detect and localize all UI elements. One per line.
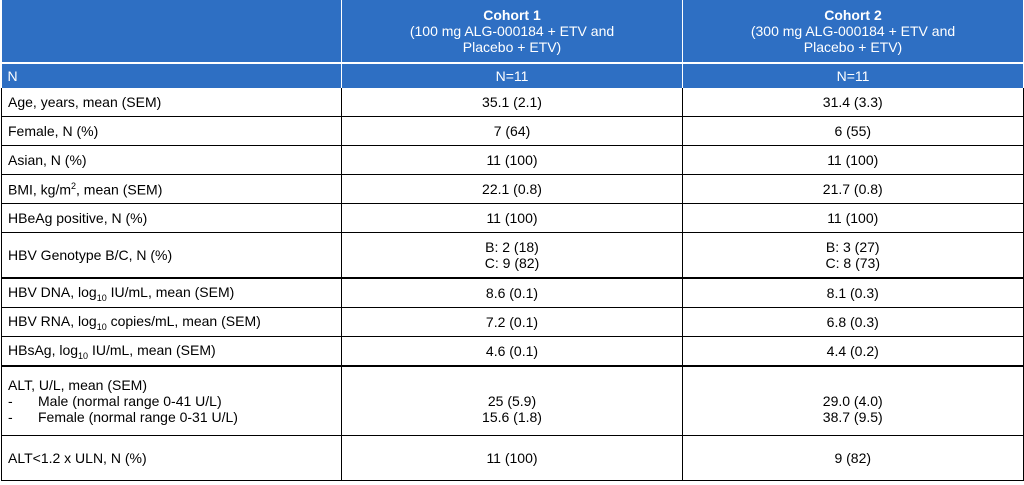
bullet-dash: - xyxy=(8,409,13,425)
genotype-c-value: C: 9 (82) xyxy=(484,255,540,271)
row-label-text: , mean (SEM) xyxy=(76,181,163,198)
row-label-text: IU/mL, mean (SEM) xyxy=(106,283,235,300)
row-label-text: IU/mL, mean (SEM) xyxy=(88,341,216,358)
cohort-2-value: 6 (55) xyxy=(683,117,1024,146)
male-label-text: Male (normal range 0-41 U/L) xyxy=(38,393,222,409)
male-subrow-label xyxy=(8,393,335,409)
header-cohort-2 xyxy=(683,0,1024,63)
table-row xyxy=(2,117,1024,146)
row-label-subscript: 10 xyxy=(78,350,89,361)
genotype-b-value: B: 2 (18) xyxy=(485,239,539,255)
row-label: HBeAg positive, N (%) xyxy=(2,204,342,233)
table-row xyxy=(2,233,1024,279)
n-row-cohort-1: N=11 xyxy=(342,63,683,88)
cohort-2-desc-line1: (300 mg ALG-000184 + ETV and xyxy=(750,23,956,39)
row-label-text: ALT, U/L, mean (SEM) xyxy=(8,377,148,393)
male-value: 25 (5.9) xyxy=(487,393,537,409)
cohort-1-value: 11 (100) xyxy=(342,204,683,233)
row-label-text: HBV DNA, log xyxy=(8,283,97,300)
cohort-1-value: 35.1 (2.1) xyxy=(342,88,683,117)
cohort-2-value xyxy=(683,366,1024,436)
baseline-characteristics-table xyxy=(1,0,1024,481)
row-label xyxy=(2,337,342,367)
header-cohort-1 xyxy=(342,0,683,63)
female-subrow-label xyxy=(8,409,335,425)
row-label xyxy=(2,175,342,204)
row-label-text: copies/mL, mean (SEM) xyxy=(106,312,261,329)
cohort-1-value: 7.2 (0.1) xyxy=(342,308,683,337)
cohort-2-value: 11 (100) xyxy=(683,146,1024,175)
cohort-1-value: 4.6 (0.1) xyxy=(342,337,683,367)
cohort-1-value: 8.6 (0.1) xyxy=(342,278,683,308)
cohort-1-value xyxy=(342,366,683,436)
cohort-2-value: 6.8 (0.3) xyxy=(683,308,1024,337)
cohort-2-desc-line2: Placebo + ETV) xyxy=(803,39,903,55)
table-row xyxy=(2,308,1024,337)
table-row xyxy=(2,436,1024,481)
table-row xyxy=(2,278,1024,308)
cohort-1-value: 11 (100) xyxy=(342,146,683,175)
row-label xyxy=(2,308,342,337)
female-value: 15.6 (1.8) xyxy=(482,409,542,425)
cohort-2-value: 8.1 (0.3) xyxy=(683,278,1024,308)
cohort-2-value: 11 (100) xyxy=(683,204,1024,233)
n-row xyxy=(2,63,1024,88)
row-label: Female, N (%) xyxy=(2,117,342,146)
header-empty-cell xyxy=(2,0,342,63)
header-row xyxy=(2,0,1024,63)
cohort-2-value: 9 (82) xyxy=(683,436,1024,481)
cohort-1-desc-line1: (100 mg ALG-000184 + ETV and xyxy=(409,23,615,39)
n-row-cohort-2: N=11 xyxy=(683,63,1024,88)
row-label-text: BMI, kg/m xyxy=(8,181,72,198)
female-value: 38.7 (9.5) xyxy=(822,409,883,425)
row-label xyxy=(2,366,342,436)
cohort-1-desc-line2: Placebo + ETV) xyxy=(462,39,562,55)
cohort-2-value: 4.4 (0.2) xyxy=(683,337,1024,367)
row-label: Asian, N (%) xyxy=(2,146,342,175)
female-label-text: Female (normal range 0-31 U/L) xyxy=(38,409,238,425)
cohort-2-title: Cohort 2 xyxy=(824,7,882,23)
cohort-1-value: 11 (100) xyxy=(342,436,683,481)
row-label-superscript: 2 xyxy=(71,180,77,191)
row-label-text: HBV RNA, log xyxy=(8,312,97,329)
genotype-c-value: C: 8 (73) xyxy=(825,255,880,271)
bullet-dash: - xyxy=(8,393,13,409)
row-label: Age, years, mean (SEM) xyxy=(2,88,342,117)
table-row xyxy=(2,175,1024,204)
row-label-subscript: 10 xyxy=(96,292,107,303)
genotype-b-value: B: 3 (27) xyxy=(825,239,880,255)
n-row-label: N xyxy=(2,63,342,88)
table-row xyxy=(2,146,1024,175)
cohort-1-value xyxy=(342,233,683,279)
row-label-text: HBsAg, log xyxy=(8,341,79,358)
table-row xyxy=(2,204,1024,233)
row-label-subscript: 10 xyxy=(96,321,107,332)
table-row xyxy=(2,337,1024,367)
table-row xyxy=(2,366,1024,436)
cohort-2-value xyxy=(683,233,1024,279)
row-label: HBV Genotype B/C, N (%) xyxy=(2,233,342,279)
table-row xyxy=(2,88,1024,117)
cohort-2-value: 31.4 (3.3) xyxy=(683,88,1024,117)
cohort-2-value: 21.7 (0.8) xyxy=(683,175,1024,204)
male-value: 29.0 (4.0) xyxy=(822,393,883,409)
cohort-1-value: 22.1 (0.8) xyxy=(342,175,683,204)
cohort-1-value: 7 (64) xyxy=(342,117,683,146)
row-label: ALT<1.2 x ULN, N (%) xyxy=(2,436,342,481)
row-label xyxy=(2,278,342,308)
cohort-1-title: Cohort 1 xyxy=(483,7,541,23)
